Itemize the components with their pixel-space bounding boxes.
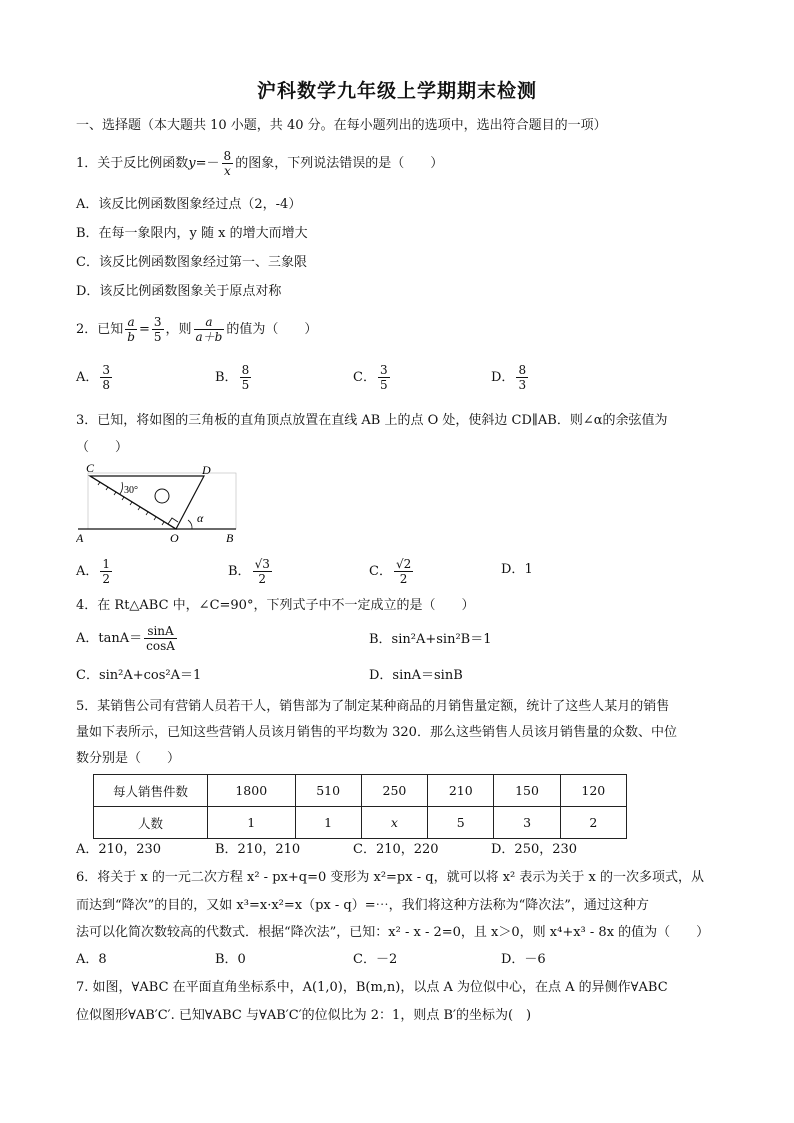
table-cell: 1800 <box>208 775 296 807</box>
q4-option-c: C．sin²A+cos²A＝1 <box>76 668 202 683</box>
q5-option-b: B．210，210 <box>215 842 301 857</box>
q2-d-frac <box>516 364 528 391</box>
angle-arc-30 <box>120 482 123 494</box>
q2-prefix: 2．已知 <box>76 322 124 337</box>
q2-option-b <box>215 364 253 391</box>
question-6-line-3: 法可以化简次数较高的代数式．根据“降次法”，已知：x² - x - 2=0，且 x＞0，则 x⁴+x³ - 8x 的值为（ ） <box>76 925 710 940</box>
q4-a-frac <box>144 625 177 652</box>
q1-option-d: D．该反比例函数图象关于原点对称 <box>76 284 282 299</box>
question-6-line-1: 6．将关于 x 的一元二次方程 x² - px+q=0 变形为 x²=px - q，就可以将 x² 表示为关于 x 的一次多项式，从 <box>76 870 704 885</box>
table-cell: 210 <box>428 775 494 807</box>
table-header-cell: 每人销售件数 <box>94 775 208 807</box>
q3-c-num: √2 <box>395 557 412 571</box>
q1-option-b: B．在每一象限内，y 随 x 的增大而增大 <box>76 226 308 241</box>
table-cell: 5 <box>428 807 494 839</box>
q1-suffix: 的图象，下列说法错误的是（ ） <box>235 156 444 171</box>
triangle-ruler-figure <box>76 460 246 546</box>
q3-b-num: √3 <box>254 557 270 571</box>
q2-b-num: 8 <box>241 363 250 377</box>
table-cell: 3 <box>494 807 560 839</box>
label-c: C <box>86 461 95 475</box>
q2-c-num: 3 <box>379 363 388 377</box>
question-7-line-1: 7. 如图，∀ABC 在平面直角坐标系中，A(1,0)，B(m,n)，以点 A 为位似中心，在点 A 的异侧作∀ABC <box>76 980 668 995</box>
table-cell: 510 <box>295 775 361 807</box>
sales-table <box>93 774 627 839</box>
label-30deg: 30° <box>124 485 138 496</box>
q4-option-d: D．sinA＝sinB <box>369 668 463 683</box>
question-5-line-2: 量如下表所示，已知这些营销人员该月销售的平均数为 320．那么这些销售人员该月销售量的众数、中位 <box>76 725 677 740</box>
q2-f2-num: 3 <box>153 315 162 329</box>
question-2-stem <box>76 316 317 344</box>
question-4-stem: 4．在 Rt△ABC 中，∠C=90°，下列式子中不一定成立的是（ ） <box>76 598 475 613</box>
question-3-line-1: 3．已知，将如图的三角板的直角顶点放置在直线 AB 上的点 O 处，使斜边 CD∥AB．则∠α的余弦值为 <box>76 413 668 428</box>
q3-option-d <box>501 560 533 580</box>
q3-d-text: 1 <box>524 562 533 577</box>
q4-a-den: cosA <box>146 639 175 653</box>
q2-option-a <box>76 364 114 391</box>
q3-a-num: 1 <box>102 557 111 571</box>
table-cell: 120 <box>560 775 626 807</box>
table-cell: 1 <box>208 807 296 839</box>
q1-equals: =－ <box>195 156 220 171</box>
set-square <box>90 476 204 529</box>
q6-option-a: A．8 <box>76 952 107 967</box>
q1-option-c: C．该反比例函数图象经过第一、三象限 <box>76 255 307 270</box>
q2-a-label: A． <box>76 370 99 385</box>
question-7-line-2: 位似图形∀AB′C′. 已知∀ABC 与∀AB′C′的位似比为 2：1，则点 B′的坐标为( ) <box>76 1008 532 1023</box>
q3-b-frac <box>253 558 272 585</box>
q2-equals: = <box>138 322 150 337</box>
label-a: A <box>76 531 84 545</box>
q6-option-c: C．－2 <box>353 952 398 967</box>
right-angle-mark <box>168 518 178 524</box>
q3-c-frac <box>394 558 413 585</box>
q2-c-den: 5 <box>379 378 388 392</box>
q2-f3-den: a＋b <box>195 330 223 344</box>
table-cell: 1 <box>295 807 361 839</box>
q3-a-den: 2 <box>102 572 111 586</box>
q1-prefix: 1．关于反比例函数 <box>76 156 189 171</box>
q3-a-frac <box>100 558 112 585</box>
q2-d-label: D． <box>491 370 515 385</box>
q1-fraction <box>222 150 234 177</box>
q2-suffix: 的值为（ ） <box>226 322 318 337</box>
q2-a-num: 3 <box>102 363 111 377</box>
q1-fraction-num: 8 <box>223 149 232 163</box>
q2-f1-den: b <box>127 330 135 344</box>
q1-fraction-den: x <box>223 164 231 178</box>
q2-c-label: C． <box>353 370 376 385</box>
question-3-line-2: （ ） <box>76 440 129 455</box>
page-title: 沪科数学九年级上学期期末检测 <box>256 80 537 102</box>
q2-b-label: B． <box>215 370 238 385</box>
q3-option-a <box>76 558 114 585</box>
q1-option-a: A．该反比例函数图象经过点（2，-4） <box>76 197 302 212</box>
q4-a-label: A．tanA＝ <box>76 631 143 646</box>
q6-option-d: D．－6 <box>501 952 546 967</box>
q4-option-a <box>76 624 179 654</box>
q3-b-den: 2 <box>258 572 267 586</box>
q2-d-den: 3 <box>518 378 527 392</box>
q5-option-d: D．250，230 <box>491 842 578 857</box>
q6-option-b: B．0 <box>215 952 246 967</box>
q3-d-label: D． <box>501 562 525 577</box>
table-cell: 2 <box>560 807 626 839</box>
q2-b-den: 5 <box>241 378 250 392</box>
section-heading: 一、选择题（本大题共 10 小题，共 40 分。在每小题列出的选项中，选出符合题目的一项） <box>76 118 607 133</box>
label-o: O <box>170 531 179 545</box>
table-cell: 250 <box>361 775 427 807</box>
label-b: B <box>226 531 234 545</box>
q3-b-label: B． <box>228 564 251 579</box>
table-cell: 150 <box>494 775 560 807</box>
q3-option-b <box>228 558 274 585</box>
alpha-arc <box>188 520 192 529</box>
q5-option-a: A．210，230 <box>76 842 162 857</box>
q2-option-d <box>491 364 530 391</box>
question-6-line-2: 而达到“降次”的目的，又如 x³=x·x²=x（px - q）=⋯，我们将这种方法称为“降次法”，通过这种方 <box>76 898 649 913</box>
q4-option-b: B．sin²A+sin²B＝1 <box>369 632 492 647</box>
ruler-hole <box>155 489 169 503</box>
q2-a-frac <box>100 364 112 391</box>
q4-a-num: sinA <box>144 625 177 639</box>
question-5-line-3: 数分别是（ ） <box>76 751 181 766</box>
q3-option-c <box>369 558 415 585</box>
q2-a-den: 8 <box>102 378 111 392</box>
table-row <box>94 775 627 807</box>
table-row <box>94 807 627 839</box>
table-cell: x <box>361 807 427 839</box>
q2-c-frac <box>378 364 390 391</box>
q3-c-den: 2 <box>399 572 408 586</box>
q2-fraction-3 <box>194 316 225 343</box>
q3-a-label: A． <box>76 564 99 579</box>
q2-d-num: 8 <box>518 363 527 377</box>
q2-option-c <box>353 364 392 391</box>
q2-mid: ，则 <box>165 322 192 337</box>
q2-f3-num: a <box>194 316 225 330</box>
question-5-line-1: 5．某销售公司有营销人员若干人，销售部为了制定某种商品的月销售量定额，统计了这些人某月的销售 <box>76 699 670 714</box>
q2-f2-den: 5 <box>153 330 162 344</box>
question-1-stem <box>76 150 443 178</box>
q2-fraction-2 <box>152 316 164 343</box>
q2-f1-num: a <box>125 316 137 330</box>
q5-option-c: C．210，220 <box>353 842 439 857</box>
q1-func-var: y <box>188 156 196 171</box>
q2-b-frac <box>240 364 252 391</box>
label-d: D <box>202 463 211 477</box>
q3-c-label: C． <box>369 564 392 579</box>
label-alpha: α <box>197 511 204 525</box>
table-header-cell: 人数 <box>94 807 208 839</box>
q2-fraction-1 <box>125 316 137 343</box>
